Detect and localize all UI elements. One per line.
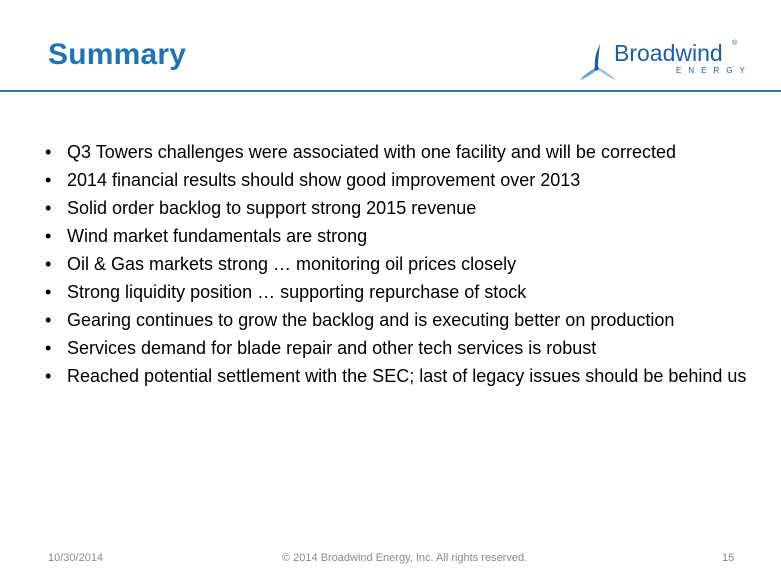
page-number: 15 bbox=[722, 552, 735, 564]
bullet-text: Q3 Towers challenges were associated with one facility and will be corrected bbox=[67, 142, 676, 162]
bullet-item bbox=[40, 198, 760, 219]
bullet-dot-icon: • bbox=[45, 198, 52, 218]
bullet-item bbox=[40, 142, 760, 163]
bullet-item bbox=[40, 338, 760, 359]
bullet-dot-icon: • bbox=[45, 254, 52, 274]
bullet-text: Reached potential settlement with the SEC; last of legacy issues should be behind us bbox=[67, 366, 747, 386]
bullet-text: Services demand for blade repair and other tech services is robust bbox=[67, 338, 597, 358]
title-divider bbox=[0, 90, 781, 92]
bullet-item bbox=[40, 310, 760, 331]
bullet-dot-icon: • bbox=[45, 282, 52, 302]
bullet-dot-icon: • bbox=[45, 170, 52, 190]
wind-turbine-logo-icon bbox=[578, 38, 618, 84]
slide-title: Summary bbox=[48, 38, 187, 71]
bullet-item bbox=[40, 254, 760, 275]
logo-registered-mark: ® bbox=[732, 40, 738, 47]
broadwind-logo bbox=[578, 38, 752, 84]
bullet-text: Strong liquidity position … supporting repurchase of stock bbox=[67, 282, 527, 302]
bullet-item bbox=[40, 170, 760, 191]
bullet-dot-icon: • bbox=[45, 338, 52, 358]
bullet-item bbox=[40, 366, 760, 387]
bullet-dot-icon: • bbox=[45, 310, 52, 330]
bullet-text: Solid order backlog to support strong 2015 revenue bbox=[67, 198, 477, 218]
bullet-dot-icon: • bbox=[45, 366, 52, 386]
bullet-dot-icon: • bbox=[45, 142, 52, 162]
footer-copyright: © 2014 Broadwind Energy, Inc. All rights reserved. bbox=[282, 552, 528, 564]
summary-bullet-list bbox=[40, 142, 760, 394]
bullet-text: Wind market fundamentals are strong bbox=[67, 226, 368, 246]
bullet-text: 2014 financial results should show good improvement over 2013 bbox=[67, 170, 581, 190]
bullet-dot-icon: • bbox=[45, 226, 52, 246]
bullet-item bbox=[40, 282, 760, 303]
footer-date: 10/30/2014 bbox=[48, 552, 104, 564]
logo-wordmark: Broadwind bbox=[614, 40, 723, 66]
logo-subtitle: ENERGY bbox=[676, 66, 752, 75]
bullet-text: Oil & Gas markets strong … monitoring oil prices closely bbox=[67, 254, 517, 274]
bullet-item bbox=[40, 226, 760, 247]
bullet-text: Gearing continues to grow the backlog and is executing better on production bbox=[67, 310, 675, 330]
